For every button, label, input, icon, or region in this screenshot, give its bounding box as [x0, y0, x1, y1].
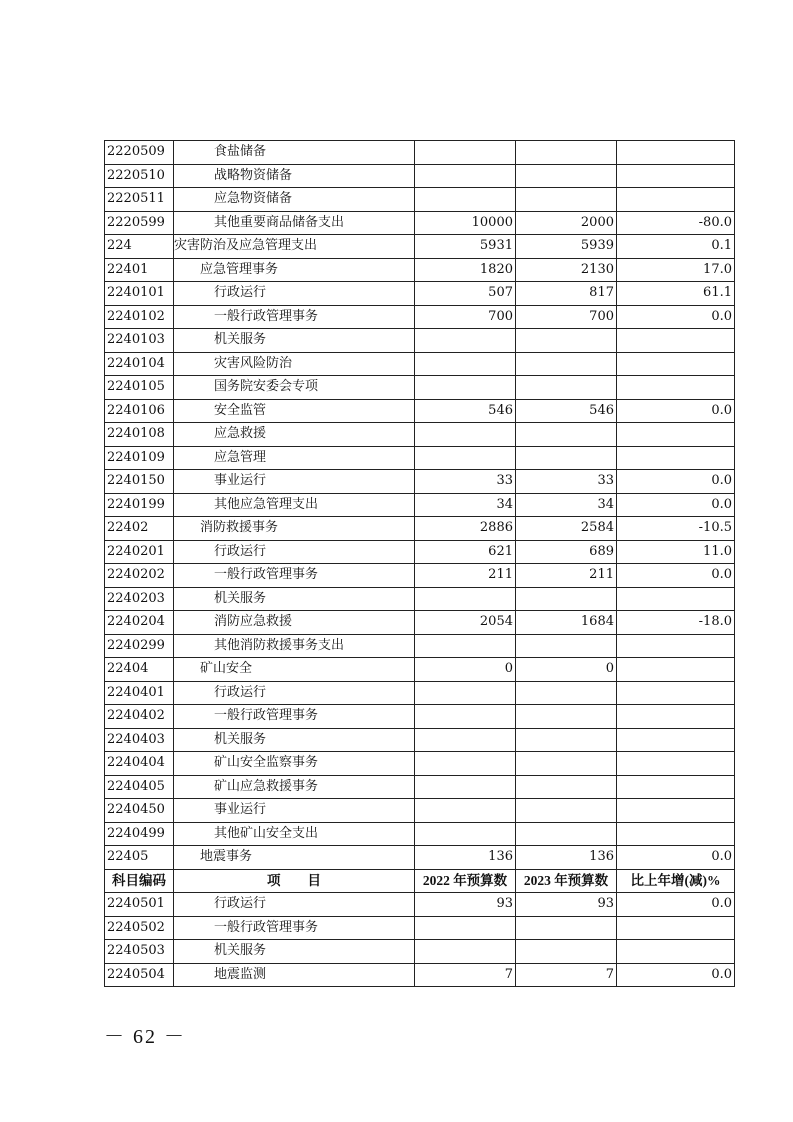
cell-code: 2240401: [105, 681, 174, 705]
cell-change: 0.0: [617, 564, 735, 588]
cell-2023: [516, 799, 617, 823]
cell-2022: [415, 446, 516, 470]
cell-code: 2220511: [105, 188, 174, 212]
cell-2023: 33: [516, 470, 617, 494]
cell-code: 22401: [105, 258, 174, 282]
cell-change: [617, 775, 735, 799]
cell-2023: [516, 423, 617, 447]
cell-2022: 34: [415, 493, 516, 517]
table-row: [105, 540, 735, 564]
cell-2023: 7: [516, 963, 617, 987]
cell-change: [617, 705, 735, 729]
cell-name: 应急物资储备: [174, 188, 415, 212]
cell-code: 2220509: [105, 141, 174, 165]
cell-code: 2240503: [105, 940, 174, 964]
cell-2023: [516, 329, 617, 353]
cell-2022: 10000: [415, 211, 516, 235]
table-row: [105, 775, 735, 799]
cell-code: 2240502: [105, 916, 174, 940]
page-number: － 62 －: [104, 1026, 186, 1048]
cell-code: 2240199: [105, 493, 174, 517]
cell-change: [617, 446, 735, 470]
cell-2023: 0: [516, 658, 617, 682]
cell-name: 行政运行: [174, 540, 415, 564]
cell-2022: [415, 423, 516, 447]
cell-2022: 546: [415, 399, 516, 423]
cell-change: 0.0: [617, 470, 735, 494]
table-row: [105, 188, 735, 212]
cell-2022: 33: [415, 470, 516, 494]
cell-2023: 2584: [516, 517, 617, 541]
cell-change: 11.0: [617, 540, 735, 564]
cell-2022: [415, 587, 516, 611]
table-row: [105, 329, 735, 353]
cell-code: 2220510: [105, 164, 174, 188]
cell-2023: [516, 822, 617, 846]
cell-2022: [415, 188, 516, 212]
cell-code: 2240499: [105, 822, 174, 846]
cell-2023: [516, 940, 617, 964]
cell-2023: [516, 775, 617, 799]
cell-change: [617, 329, 735, 353]
cell-change: [617, 188, 735, 212]
cell-name: 应急管理事务: [174, 258, 415, 282]
cell-change: [617, 634, 735, 658]
cell-code: 2240404: [105, 752, 174, 776]
cell-change: 0.0: [617, 493, 735, 517]
table-row: [105, 258, 735, 282]
cell-2023: [516, 728, 617, 752]
cell-2023: 546: [516, 399, 617, 423]
cell-2022: [415, 822, 516, 846]
cell-code: 2240402: [105, 705, 174, 729]
cell-code: 2240501: [105, 893, 174, 917]
cell-2022: [415, 705, 516, 729]
cell-2022: 507: [415, 282, 516, 306]
table-row: [105, 564, 735, 588]
cell-code: 2240405: [105, 775, 174, 799]
header-2023: 2023 年预算数: [516, 869, 617, 893]
cell-change: [617, 376, 735, 400]
cell-change: [617, 752, 735, 776]
cell-code: 2240450: [105, 799, 174, 823]
table-row: [105, 399, 735, 423]
cell-2022: [415, 916, 516, 940]
cell-2022: 621: [415, 540, 516, 564]
cell-name: 其他重要商品储备支出: [174, 211, 415, 235]
cell-code: 2240101: [105, 282, 174, 306]
cell-2023: 5939: [516, 235, 617, 259]
cell-code: 2240403: [105, 728, 174, 752]
cell-change: [617, 352, 735, 376]
cell-name: 消防应急救援: [174, 611, 415, 635]
cell-2022: [415, 799, 516, 823]
table-row: [105, 681, 735, 705]
cell-2022: [415, 634, 516, 658]
cell-name: 灾害防治及应急管理支出: [174, 235, 415, 259]
cell-change: -18.0: [617, 611, 735, 635]
cell-name: 其他消防救援事务支出: [174, 634, 415, 658]
cell-2023: 2000: [516, 211, 617, 235]
cell-name: 其他矿山安全支出: [174, 822, 415, 846]
cell-code: 224: [105, 235, 174, 259]
cell-code: 2240103: [105, 329, 174, 353]
cell-name: 矿山安全: [174, 658, 415, 682]
cell-code: 2240105: [105, 376, 174, 400]
cell-2023: 93: [516, 893, 617, 917]
cell-change: [617, 141, 735, 165]
table-row: [105, 352, 735, 376]
cell-change: 0.0: [617, 893, 735, 917]
cell-name: 机关服务: [174, 940, 415, 964]
cell-change: [617, 423, 735, 447]
cell-2022: 136: [415, 846, 516, 870]
budget-table: [104, 140, 735, 987]
cell-code: 2240102: [105, 305, 174, 329]
table-row: [105, 611, 735, 635]
cell-change: [617, 822, 735, 846]
cell-2022: [415, 775, 516, 799]
cell-change: [617, 164, 735, 188]
cell-code: 2220599: [105, 211, 174, 235]
cell-2023: 136: [516, 846, 617, 870]
cell-2023: 34: [516, 493, 617, 517]
table-row: [105, 423, 735, 447]
cell-2022: [415, 141, 516, 165]
cell-code: 22404: [105, 658, 174, 682]
table-row: [105, 164, 735, 188]
cell-name: 机关服务: [174, 728, 415, 752]
table-row: [105, 752, 735, 776]
table-row: [105, 376, 735, 400]
cell-2022: 211: [415, 564, 516, 588]
table-row: [105, 446, 735, 470]
cell-code: 2240108: [105, 423, 174, 447]
cell-code: 2240104: [105, 352, 174, 376]
cell-change: 17.0: [617, 258, 735, 282]
cell-change: 0.0: [617, 963, 735, 987]
cell-code: 2240109: [105, 446, 174, 470]
table-row: [105, 470, 735, 494]
cell-2022: 2054: [415, 611, 516, 635]
table-row: [105, 634, 735, 658]
table-row: [105, 305, 735, 329]
header-2022: 2022 年预算数: [415, 869, 516, 893]
cell-name: 机关服务: [174, 587, 415, 611]
cell-name: 行政运行: [174, 681, 415, 705]
cell-change: -10.5: [617, 517, 735, 541]
cell-name: 矿山安全监察事务: [174, 752, 415, 776]
cell-change: -80.0: [617, 211, 735, 235]
cell-2023: [516, 705, 617, 729]
cell-name: 矿山应急救援事务: [174, 775, 415, 799]
budget-table-body: [105, 141, 735, 987]
table-row: [105, 517, 735, 541]
cell-2022: [415, 681, 516, 705]
cell-change: [617, 681, 735, 705]
table-row: [105, 940, 735, 964]
cell-code: 2240201: [105, 540, 174, 564]
table-row: [105, 705, 735, 729]
cell-2023: [516, 376, 617, 400]
cell-code: 22402: [105, 517, 174, 541]
cell-code: 2240150: [105, 470, 174, 494]
cell-name: 机关服务: [174, 329, 415, 353]
cell-name: 一般行政管理事务: [174, 916, 415, 940]
cell-name: 一般行政管理事务: [174, 705, 415, 729]
cell-code: 2240504: [105, 963, 174, 987]
table-header-row: [105, 869, 735, 893]
header-name: 项 目: [174, 869, 415, 893]
cell-2023: [516, 916, 617, 940]
table-row: [105, 587, 735, 611]
cell-2023: [516, 164, 617, 188]
cell-2023: [516, 446, 617, 470]
cell-2023: 700: [516, 305, 617, 329]
cell-2022: 93: [415, 893, 516, 917]
cell-2022: 7: [415, 963, 516, 987]
cell-name: 其他应急管理支出: [174, 493, 415, 517]
cell-name: 战略物资储备: [174, 164, 415, 188]
cell-2023: 817: [516, 282, 617, 306]
cell-code: 22405: [105, 846, 174, 870]
cell-change: 0.0: [617, 305, 735, 329]
table-row: [105, 282, 735, 306]
cell-code: 2240202: [105, 564, 174, 588]
cell-2022: [415, 728, 516, 752]
header-code: 科目编码: [105, 869, 174, 893]
cell-2023: [516, 141, 617, 165]
cell-2022: [415, 164, 516, 188]
cell-2023: [516, 681, 617, 705]
cell-code: 2240203: [105, 587, 174, 611]
table-row: [105, 235, 735, 259]
cell-2022: 1820: [415, 258, 516, 282]
cell-name: 事业运行: [174, 470, 415, 494]
cell-name: 安全监管: [174, 399, 415, 423]
table-row: [105, 728, 735, 752]
cell-change: [617, 728, 735, 752]
cell-2023: [516, 634, 617, 658]
cell-change: 0.1: [617, 235, 735, 259]
table-row: [105, 846, 735, 870]
cell-2022: [415, 376, 516, 400]
cell-change: [617, 799, 735, 823]
cell-name: 应急管理: [174, 446, 415, 470]
table-row: [105, 493, 735, 517]
cell-name: 行政运行: [174, 282, 415, 306]
cell-name: 灾害风险防治: [174, 352, 415, 376]
cell-name: 食盐储备: [174, 141, 415, 165]
cell-code: 2240299: [105, 634, 174, 658]
table-row: [105, 916, 735, 940]
cell-2022: [415, 352, 516, 376]
cell-2023: 689: [516, 540, 617, 564]
cell-2022: 5931: [415, 235, 516, 259]
cell-2022: 0: [415, 658, 516, 682]
cell-2022: 2886: [415, 517, 516, 541]
cell-name: 消防救援事务: [174, 517, 415, 541]
cell-change: [617, 587, 735, 611]
cell-2023: 211: [516, 564, 617, 588]
header-change: 比上年增(减)%: [617, 869, 735, 893]
table-row: [105, 893, 735, 917]
cell-name: 一般行政管理事务: [174, 305, 415, 329]
cell-name: 一般行政管理事务: [174, 564, 415, 588]
table-row: [105, 799, 735, 823]
cell-name: 应急救援: [174, 423, 415, 447]
table-row: [105, 963, 735, 987]
cell-change: 0.0: [617, 846, 735, 870]
cell-name: 行政运行: [174, 893, 415, 917]
cell-name: 地震监测: [174, 963, 415, 987]
cell-change: 61.1: [617, 282, 735, 306]
cell-name: 地震事务: [174, 846, 415, 870]
cell-2022: [415, 329, 516, 353]
cell-name: 事业运行: [174, 799, 415, 823]
cell-change: [617, 940, 735, 964]
cell-change: [617, 658, 735, 682]
cell-change: 0.0: [617, 399, 735, 423]
cell-2023: [516, 752, 617, 776]
cell-change: [617, 916, 735, 940]
cell-2023: 1684: [516, 611, 617, 635]
cell-name: 国务院安委会专项: [174, 376, 415, 400]
cell-2023: [516, 352, 617, 376]
table-row: [105, 822, 735, 846]
cell-2023: [516, 587, 617, 611]
cell-2022: [415, 752, 516, 776]
cell-2022: 700: [415, 305, 516, 329]
table-row: [105, 211, 735, 235]
cell-2023: 2130: [516, 258, 617, 282]
cell-code: 2240106: [105, 399, 174, 423]
table-row: [105, 141, 735, 165]
cell-2022: [415, 940, 516, 964]
cell-code: 2240204: [105, 611, 174, 635]
cell-2023: [516, 188, 617, 212]
table-row: [105, 658, 735, 682]
